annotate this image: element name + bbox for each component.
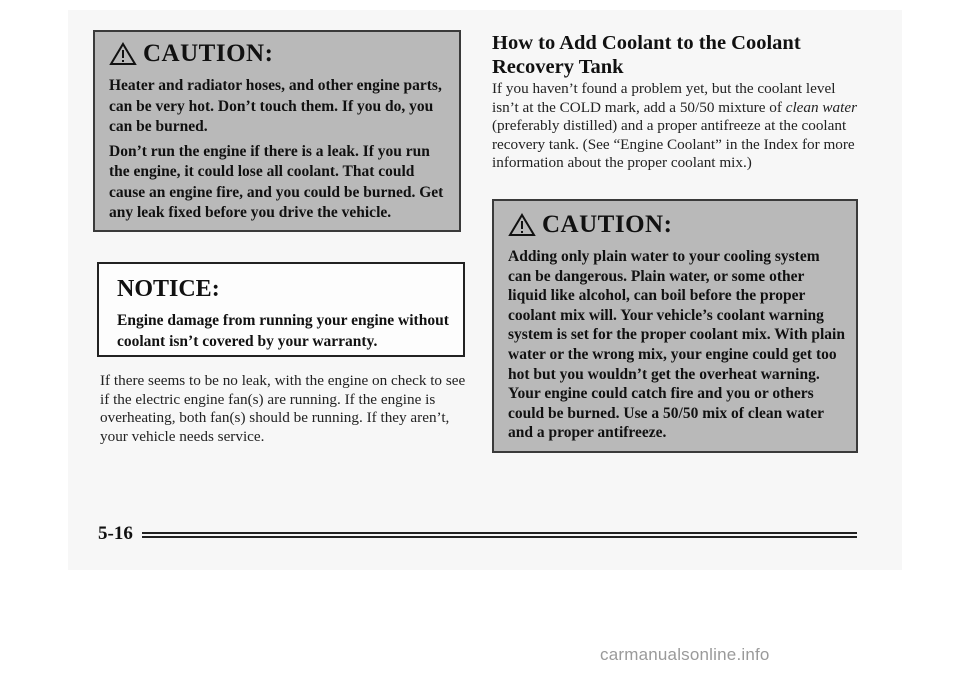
add-coolant-paragraph: If you haven’t found a problem yet, but the coolant level isn’t at the COLD mark, add a 50/50 mixture of clean water (preferably distilled) and a proper antifreeze at the coolant recovery tank. (See “Engine Coolant” in the Index for more information about the proper coolant mix.): [492, 80, 858, 171]
caution-paragraph: Adding only plain water to your cooling system can be dangerous. Plain water, or some other liquid like alcohol, can boil before the proper coolant mix will. Your vehicle’s coolant warning system is set for the proper coolant mix. With plain water or the wrong mix, your engine could get too hot but you wouldn’t get the overheat warning. Your engine could catch fire and you or others could be burned. Use a 50/50 mix of clean water and a proper antifreeze.: [508, 248, 845, 442]
caution-heading: CAUTION:: [143, 40, 274, 67]
notice-body: Engine damage from running your engine without coolant isn’t covered by your warranty.: [117, 312, 449, 350]
caution-paragraph: Don’t run the engine if there is a leak. If you run the engine, it could lose all coolant. That could cause an engine fire, and you could be burned. Get any leak fixed before you drive the vehicle.: [109, 142, 444, 221]
caution-paragraph: Heater and radiator hoses, and other engine parts, can be very hot. Don’t touch them. If you do, you can be burned.: [109, 77, 442, 135]
emphasis-clean: clean: [785, 98, 819, 116]
fan-check-paragraph: If there seems to be no leak, with the engine on check to see if the electric engine fan(s) are running. If the engine is overheating, both fan(s) should be running. If they aren’t, your vehicle needs service.: [100, 372, 466, 445]
footer-double-rule: [142, 532, 857, 538]
section-title: How to Add Coolant to the Coolant Recovery Tank: [492, 32, 801, 78]
caution-heading: CAUTION:: [542, 211, 673, 238]
caution-box-hot-parts: [93, 30, 461, 232]
warning-triangle-icon: [109, 42, 137, 66]
emphasis-water: water: [822, 98, 858, 116]
notice-heading: NOTICE:: [117, 276, 220, 302]
warning-triangle-icon: [508, 213, 536, 237]
notice-box: [97, 262, 465, 357]
caution-box-plain-water: [492, 199, 858, 453]
watermark: carmanualsonline.info: [600, 645, 770, 664]
page-number: 5-16: [98, 523, 133, 544]
